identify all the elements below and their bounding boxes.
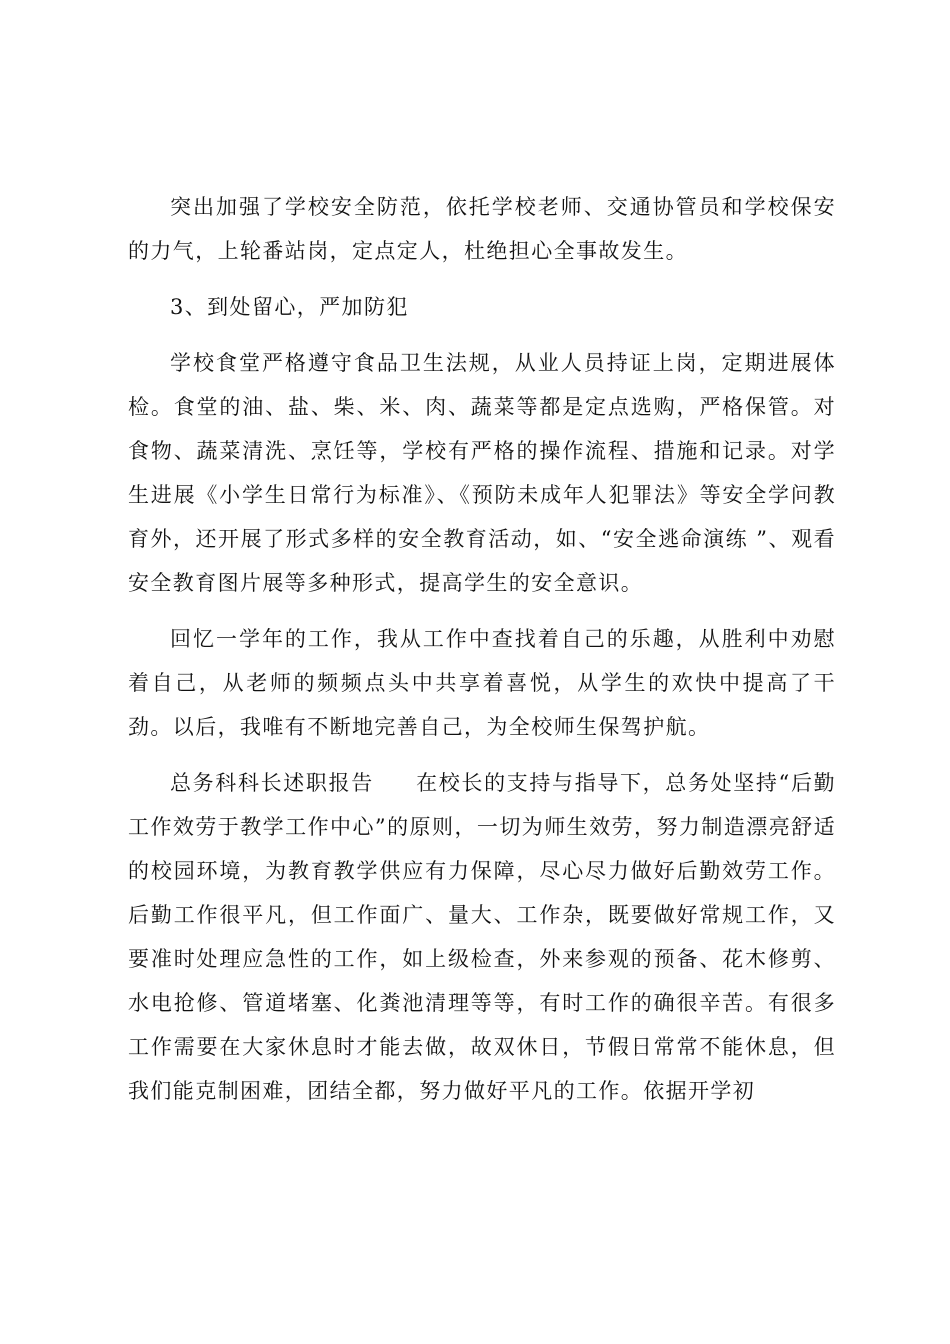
paragraph-report [128, 761, 836, 1113]
paragraph-safety-prevention: 突出加强了学校安全防范，依托学校老师、交通协管员和学校保安的力气，上轮番站岗，定点定人，杜绝担心全事故发生。 [128, 195, 836, 263]
paragraph-canteen-hygiene: 学校食堂严格遵守食品卫生法规，从业人员持证上岗，定期进展体检。食堂的油、盐、柴、米、肉、蔬菜等都是定点选购，严格保管。对食物、蔬菜清洗、烹饪等，学校有严格的操作流程、措施和记录。对学生进展《小学生日常行为标准》、《预防未成年人犯罪法》等安全学问教育外，还开展了形式多样的安全教育活动，如、“安全逃命演练 ”、观看安全教育图片展等多种形式，提高学生的安全意识。 [128, 351, 836, 595]
paragraph-year-review: 回忆一学年的工作，我从工作中查找着自己的乐趣，从胜利中劝慰着自己，从老师的频频点头中共享着喜悦，从学生的欢快中提高了干劲。以后，我唯有不断地完善自己，为全校师生保驾护航。 [128, 627, 836, 739]
report-title: 总务科科长述职报告 [170, 771, 374, 795]
document-body [128, 185, 836, 1125]
section-heading-vigilance: 3、到处留心，严加防犯 [170, 295, 409, 319]
report-body: 在校长的支持与指导下，总务处坚持“后勤工作效劳于教学工作中心”的原则，一切为师生效劳，努力制造漂亮舒适的校园环境，为教育教学供应有力保障，尽心尽力做好后勤效劳工作。后勤工作很平凡，但工作面广、量大、工作杂，既要做好常规工作，又要准时处理应急性的工作，如上级检查，外来参观的预备、花木修剪、水电抢修、管道堵塞、化粪池清理等等，有时工作的确很辛苦。有很多工作需要在大家休息时才能去做，故双休日，节假日常常不能休息，但我们能克制困难，团结全都，努力做好平凡的工作。依据开学初 [128, 771, 836, 1103]
